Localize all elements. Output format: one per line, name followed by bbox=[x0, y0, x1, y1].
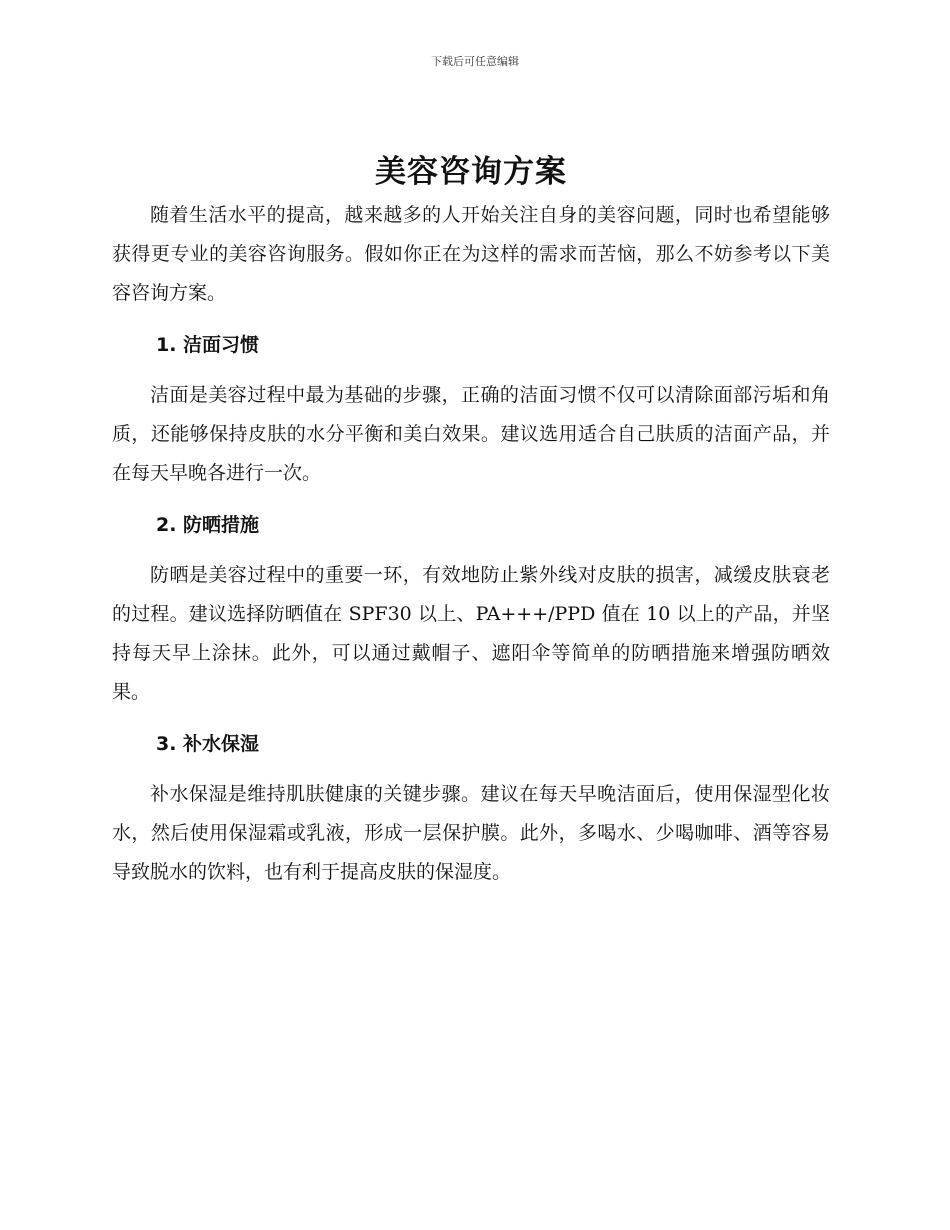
page-header-note: 下载后可任意编辑 bbox=[431, 55, 519, 68]
section-body-sun-protection: 防晒是美容过程中的重要一环，有效地防止紫外线对皮肤的损害，减缓皮肤衰老的过程。建议选择防晒值在 SPF30 以上、PA+++/PPD 值在 10 以上的产品，并坚持每天早上涂抹。此外，可以通过戴帽子、遮阳伞等简单的防晒措施来增强防晒效果。 bbox=[112, 564, 830, 703]
section-heading-cleansing: 1. 洁面习惯 bbox=[156, 334, 260, 356]
section-heading-hydration: 3. 补水保湿 bbox=[156, 733, 260, 755]
section-body-hydration: 补水保湿是维持肌肤健康的关键步骤。建议在每天早晚洁面后，使用保湿型化妆水，然后使用保湿霜或乳液，形成一层保护膜。此外，多喝水、少喝咖啡、酒等容易导致脱水的饮料，也有利于提高皮肤的保湿度。 bbox=[112, 783, 830, 883]
document-body bbox=[112, 148, 830, 892]
intro-paragraph: 随着生活水平的提高，越来越多的人开始关注自身的美容问题，同时也希望能够获得更专业的美容咨询服务。假如你正在为这样的需求而苦恼，那么不妨参考以下美容咨询方案。 bbox=[112, 204, 830, 304]
section-heading-sun-protection: 2. 防晒措施 bbox=[156, 514, 260, 536]
document-title: 美容咨询方案 bbox=[375, 154, 567, 190]
section-body-cleansing: 洁面是美容过程中最为基础的步骤，正确的洁面习惯不仅可以清除面部污垢和角质，还能够保持皮肤的水分平衡和美白效果。建议选用适合自己肤质的洁面产品，并在每天早晚各进行一次。 bbox=[112, 384, 830, 484]
